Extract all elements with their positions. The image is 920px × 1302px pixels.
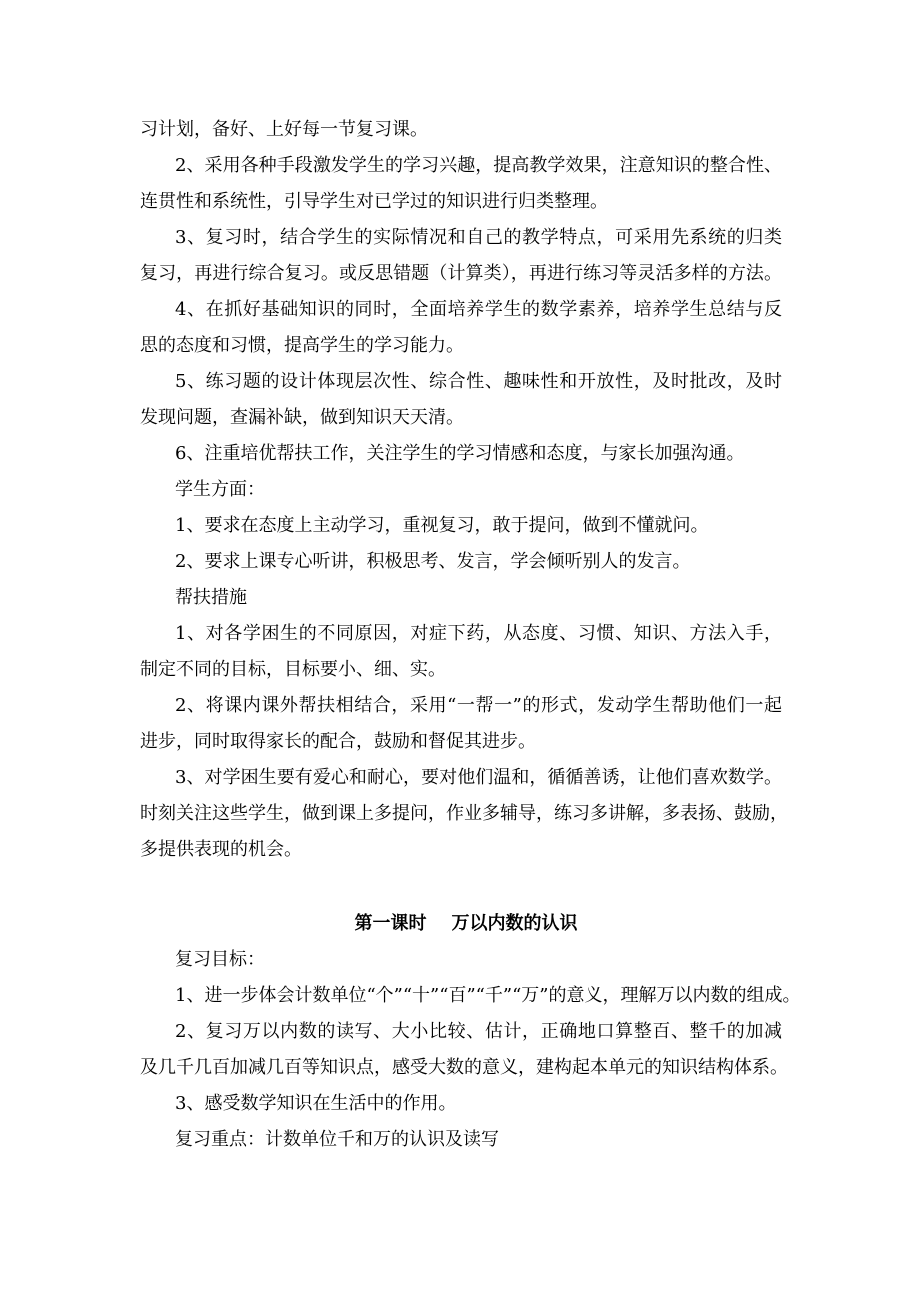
lesson-heading: 第一课时 万以内数的认识 <box>354 913 578 934</box>
document-body <box>140 112 801 1158</box>
paragraph-line: 6、注重培优帮扶工作，关注学生的学习情感和态度，与家长加强沟通。 <box>175 443 745 464</box>
paragraph-line: 多提供表现的机会。 <box>140 839 302 860</box>
paragraph-line: 连贯性和系统性，引导学生对已学过的知识进行归类整理。 <box>140 191 608 212</box>
paragraph-line: 3、复习时，结合学生的实际情况和自己的教学特点，可采用先系统的归类 <box>175 227 782 248</box>
paragraph-line: 2、复习万以内数的读写、大小比较、估计，正确地口算整百、整千的加减 <box>175 1021 782 1042</box>
paragraph-line: 思的态度和习惯，提高学生的学习能力。 <box>140 335 464 356</box>
paragraph-line: 发现问题，查漏补缺，做到知识天天清。 <box>140 407 464 428</box>
paragraph-line: 2、采用各种手段激发学生的学习兴趣，提高教学效果，注意知识的整合性、 <box>175 155 782 176</box>
paragraph-line: 及几千几百加减几百等知识点，感受大数的意义，建构起本单元的知识结构体系。 <box>140 1057 788 1078</box>
paragraph-line: 复习，再进行综合复习。或反思错题（计算类），再进行练习等灵活多样的方法。 <box>140 263 782 284</box>
paragraph-line: 2、要求上课专心听讲，积极思考、发言，学会倾听别人的发言。 <box>175 551 691 572</box>
paragraph-line: 4、在抓好基础知识的同时，全面培养学生的数学素养，培养学生总结与反 <box>175 299 782 320</box>
paragraph-line: 学生方面： <box>175 479 265 500</box>
lesson-goals-section <box>140 942 801 1158</box>
paragraph-line: 时刻关注这些学生，做到课上多提问，作业多辅导，练习多讲解，多表扬、鼓励， <box>140 803 788 824</box>
paragraph-line: 1、对各学困生的不同原因，对症下药，从态度、习惯、知识、方法入手， <box>175 623 782 644</box>
section-gap <box>140 868 782 906</box>
paragraph-line: 进步，同时取得家长的配合，鼓励和督促其进步。 <box>140 731 536 752</box>
paragraph-line: 2、将课内课外帮扶相结合，采用“一帮一”的形式，发动学生帮助他们一起 <box>175 695 782 716</box>
paragraph-line: 复习重点：计数单位千和万的认识及读写 <box>175 1129 499 1150</box>
paragraph-line: 制定不同的目标，目标要小、细、实。 <box>140 659 446 680</box>
paragraph-line: 3、对学困生要有爱心和耐心，要对他们温和，循循善诱，让他们喜欢数学。 <box>175 767 782 788</box>
paragraph-line: 复习目标： <box>175 949 265 970</box>
teaching-measures-section <box>140 112 788 868</box>
paragraph-line: 帮扶措施 <box>175 587 247 608</box>
paragraph-line: 1、进一步体会计数单位“个”“十”“百”“千”“万”的意义，理解万以内数的组成。 <box>175 985 801 1006</box>
paragraph-line: 5、练习题的设计体现层次性、综合性、趣味性和开放性，及时批改，及时 <box>175 371 782 392</box>
paragraph-line: 习计划，备好、上好每一节复习课。 <box>140 119 428 140</box>
paragraph-line: 1、要求在态度上主动学习，重视复习，敢于提问，做到不懂就问。 <box>175 515 709 536</box>
paragraph-line: 3、感受数学知识在生活中的作用。 <box>175 1093 457 1114</box>
